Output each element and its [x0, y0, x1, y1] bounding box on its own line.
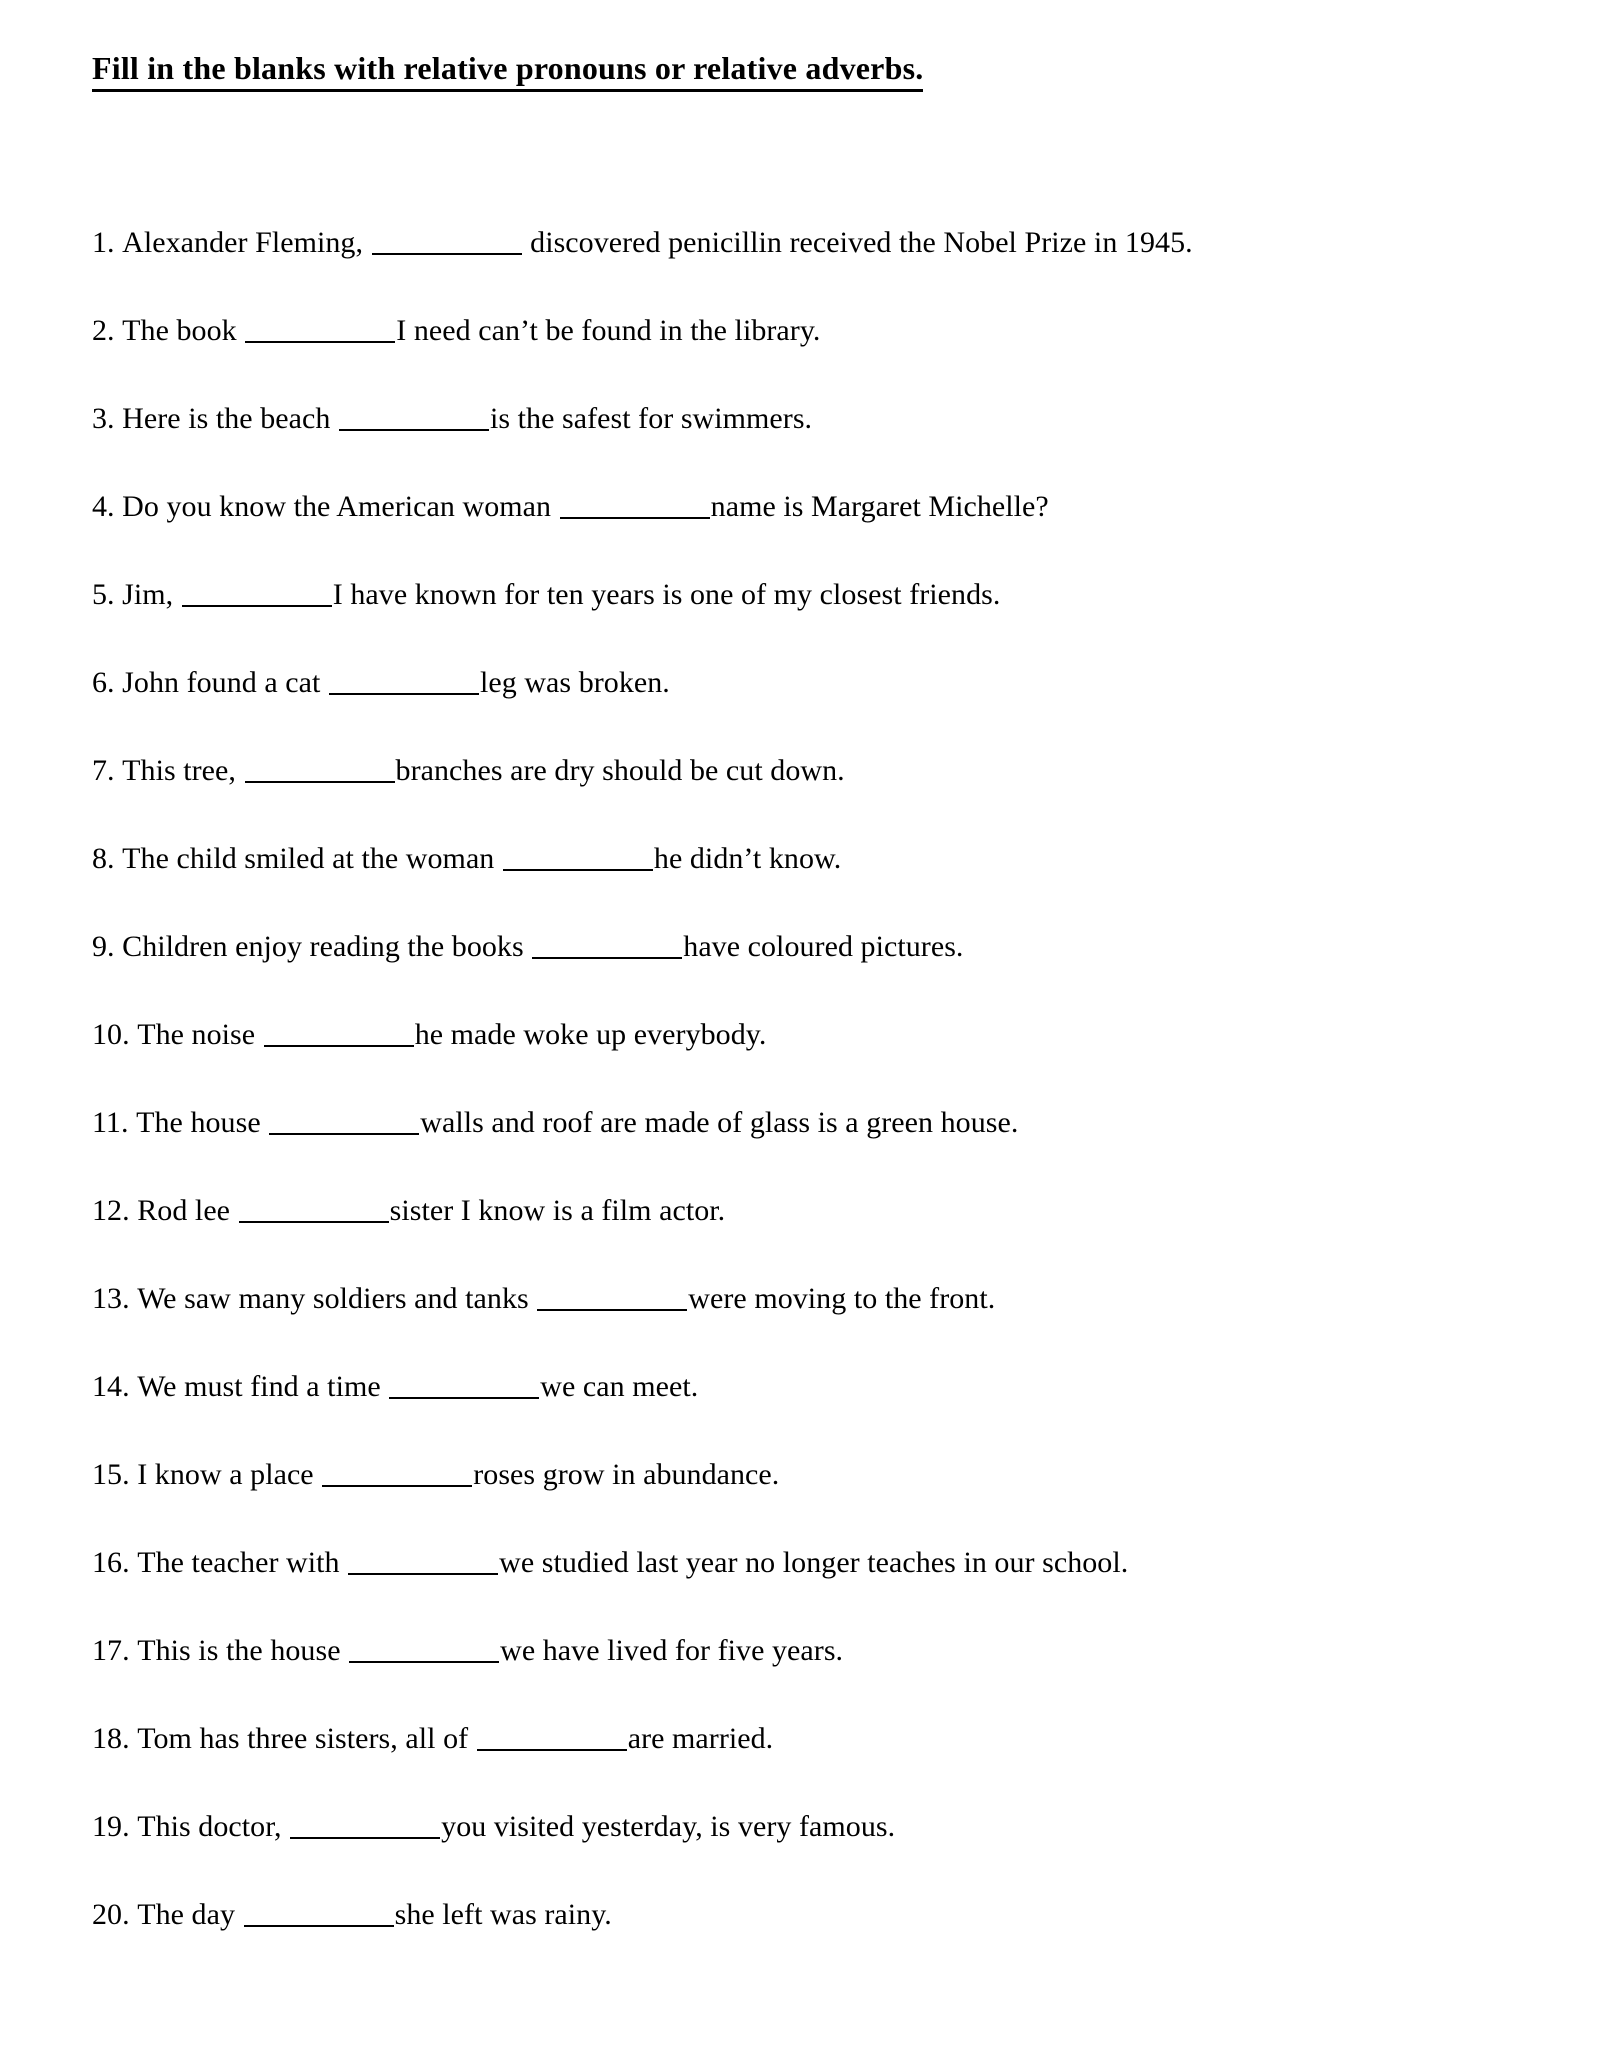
- question-item: [92, 1548, 1512, 1578]
- answer-blank[interactable]: [389, 1397, 539, 1399]
- answer-blank[interactable]: [372, 253, 522, 255]
- question-number: 19.: [92, 1810, 130, 1843]
- question-text-before-blank: This tree,: [122, 754, 236, 787]
- question-text-before-blank: Rod lee: [137, 1194, 231, 1227]
- question-item: [92, 1284, 1512, 1314]
- answer-blank[interactable]: [349, 1661, 499, 1663]
- question-text-after-blank: have coloured pictures.: [683, 930, 964, 963]
- question-number: 10.: [92, 1018, 130, 1051]
- answer-blank[interactable]: [537, 1309, 687, 1311]
- question-item: [92, 228, 1512, 258]
- answer-blank[interactable]: [532, 957, 682, 959]
- question-text-after-blank: walls and roof are made of glass is a green house.: [420, 1106, 1019, 1139]
- question-number: 20.: [92, 1898, 130, 1931]
- answer-blank[interactable]: [264, 1045, 414, 1047]
- question-text-after-blank: roses grow in abundance.: [473, 1458, 780, 1491]
- question-text-after-blank: I have known for ten years is one of my closest friends.: [332, 578, 1001, 611]
- question-text-before-blank: John found a cat: [122, 666, 321, 699]
- question-text-before-blank: We must find a time: [137, 1370, 381, 1403]
- question-text-after-blank: is the safest for swimmers.: [489, 402, 813, 435]
- answer-blank[interactable]: [329, 693, 479, 695]
- question-text-before-blank: The teacher with: [137, 1546, 340, 1579]
- question-text-before-blank: The noise: [137, 1018, 256, 1051]
- question-text-before-blank: We saw many soldiers and tanks: [137, 1282, 529, 1315]
- answer-blank[interactable]: [245, 781, 395, 783]
- question-text-before-blank: Alexander Fleming,: [122, 226, 364, 259]
- question-text-after-blank: leg was broken.: [479, 666, 670, 699]
- question-text-before-blank: Children enjoy reading the books: [122, 930, 524, 963]
- question-item: [92, 668, 1512, 698]
- question-text-after-blank: he made woke up everybody.: [414, 1018, 767, 1051]
- question-text-after-blank: discovered penicillin received the Nobel Prize in 1945.: [530, 226, 1193, 259]
- question-text-after-blank: he didn’t know.: [653, 842, 842, 875]
- question-item: [92, 932, 1512, 962]
- question-text-after-blank: we have lived for five years.: [500, 1634, 844, 1667]
- question-item: [92, 1460, 1512, 1490]
- question-item: [92, 1020, 1512, 1050]
- question-item: [92, 1900, 1512, 1930]
- page-title: Fill in the blanks with relative pronouns or relative adverbs.: [92, 50, 923, 92]
- answer-blank[interactable]: [503, 869, 653, 871]
- question-item: [92, 756, 1512, 786]
- question-number: 1.: [92, 226, 115, 259]
- question-text-before-blank: This doctor,: [137, 1810, 282, 1843]
- answer-blank[interactable]: [244, 1925, 394, 1927]
- question-number: 13.: [92, 1282, 130, 1315]
- question-item: [92, 844, 1512, 874]
- question-text-after-blank: we can meet.: [540, 1370, 699, 1403]
- answer-blank[interactable]: [560, 517, 710, 519]
- question-item: [92, 404, 1512, 434]
- question-number: 5.: [92, 578, 115, 611]
- question-text-before-blank: This is the house: [137, 1634, 341, 1667]
- question-number: 16.: [92, 1546, 130, 1579]
- question-text-before-blank: The book: [122, 314, 237, 347]
- question-text-after-blank: are married.: [627, 1722, 774, 1755]
- answer-blank[interactable]: [348, 1573, 498, 1575]
- question-number: 15.: [92, 1458, 130, 1491]
- question-text-after-blank: we studied last year no longer teaches in our school.: [499, 1546, 1129, 1579]
- question-number: 4.: [92, 490, 115, 523]
- question-text-before-blank: Do you know the American woman: [122, 490, 552, 523]
- answer-blank[interactable]: [339, 429, 489, 431]
- question-number: 3.: [92, 402, 115, 435]
- answer-blank[interactable]: [245, 341, 395, 343]
- question-number: 18.: [92, 1722, 130, 1755]
- question-number: 6.: [92, 666, 115, 699]
- question-text-after-blank: name is Margaret Michelle?: [710, 490, 1049, 523]
- question-number: 7.: [92, 754, 115, 787]
- question-text-after-blank: sister I know is a film actor.: [389, 1194, 726, 1227]
- question-text-before-blank: Tom has three sisters, all of: [137, 1722, 469, 1755]
- question-text-before-blank: Jim,: [122, 578, 174, 611]
- question-item: [92, 1724, 1512, 1754]
- question-item: [92, 1636, 1512, 1666]
- question-text-before-blank: The house: [136, 1106, 261, 1139]
- question-item: [92, 1196, 1512, 1226]
- answer-blank[interactable]: [322, 1485, 472, 1487]
- question-item: [92, 1372, 1512, 1402]
- answer-blank[interactable]: [182, 605, 332, 607]
- question-number: 12.: [92, 1194, 130, 1227]
- question-item: [92, 316, 1512, 346]
- question-item: [92, 580, 1512, 610]
- question-number: 9.: [92, 930, 115, 963]
- question-text-before-blank: The child smiled at the woman: [122, 842, 495, 875]
- question-number: 11.: [92, 1106, 129, 1139]
- question-number: 17.: [92, 1634, 130, 1667]
- question-text-before-blank: The day: [137, 1898, 236, 1931]
- answer-blank[interactable]: [239, 1221, 389, 1223]
- question-item: [92, 1108, 1512, 1138]
- question-text-before-blank: I know a place: [137, 1458, 314, 1491]
- question-text-after-blank: you visited yesterday, is very famous.: [441, 1810, 896, 1843]
- question-number: 2.: [92, 314, 115, 347]
- question-text-after-blank: she left was rainy.: [394, 1898, 612, 1931]
- answer-blank[interactable]: [290, 1837, 440, 1839]
- question-list: [92, 228, 1512, 1988]
- question-text-after-blank: branches are dry should be cut down.: [395, 754, 845, 787]
- question-text-before-blank: Here is the beach: [122, 402, 331, 435]
- answer-blank[interactable]: [269, 1133, 419, 1135]
- question-number: 14.: [92, 1370, 130, 1403]
- question-item: [92, 1812, 1512, 1842]
- question-item: [92, 492, 1512, 522]
- question-text-after-blank: I need can’t be found in the library.: [396, 314, 821, 347]
- question-number: 8.: [92, 842, 115, 875]
- question-text-after-blank: were moving to the front.: [688, 1282, 996, 1315]
- answer-blank[interactable]: [477, 1749, 627, 1751]
